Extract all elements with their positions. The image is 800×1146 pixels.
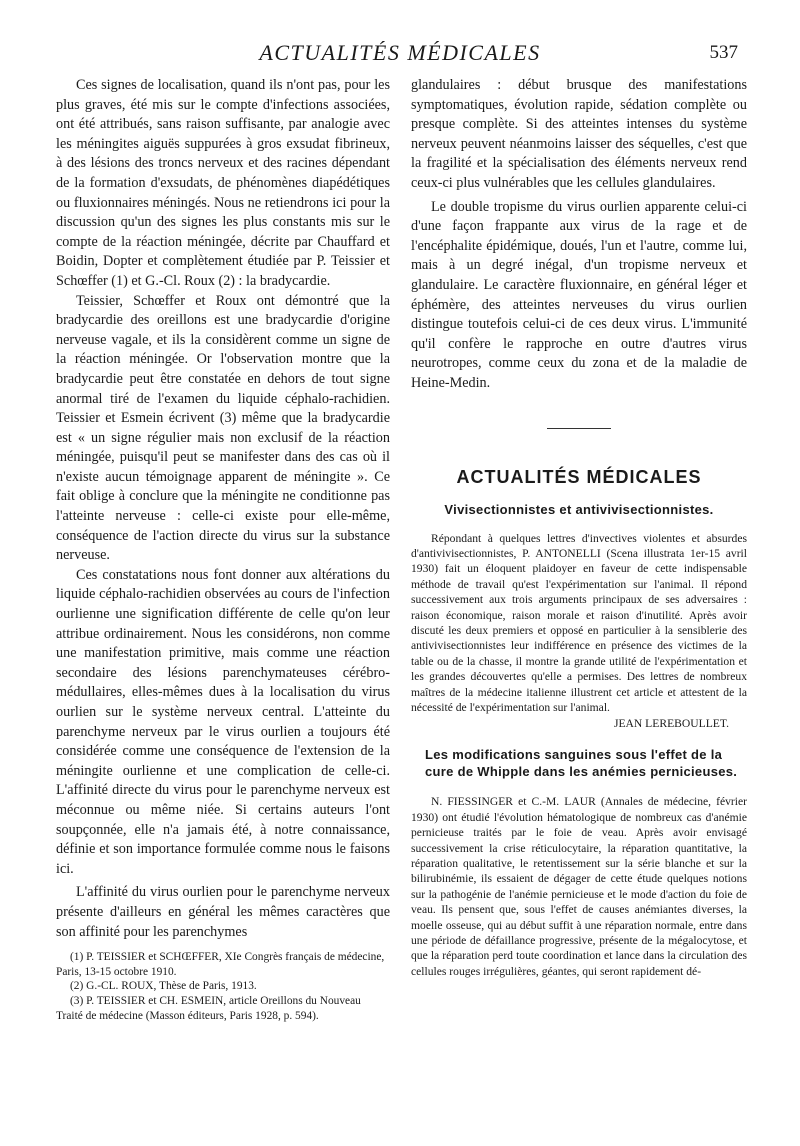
article-text: N. FIESSINGER et C.-M. LAUR (Annales de médecine, février 1930) ont étudié l'évolution hématologique de nombreux cas d'anémie pernicieuse traités par le foie de veau. Après avoir envisagé successivement la crise réticulocytaire, la réparation quantitative, la réparation qualitative, le retentissement sur la série blanche et sur la bilirubinémie, ils essaient de dégager de cette étude quelques notions sur la pathogénie de l'anémie pernicieuse et le mode d'action du foie de veau. Ils pensent que, sous l'effet de causes anémiantes diverses, la moelle osseuse, qui au début suffit à une réparation normale, entre dans une période de défaillance progressive, présente de la mégalocytose, et que la réparation perd toute coordination et lance dans la circulation des cellules rouges irrégulières, géantes, qui seront rapidement dé-	[411, 795, 747, 978]
paragraph: Teissier, Schœffer et Roux ont démontré que la bradycardie des oreillons est une bradycardie d'origine nerveuse vagale, et ils la considèrent comme un signe de la réaction méningée. Or l'observation montre que la bradycardie peut être constatée en dehors de tout signe anormal tiré de l'examen du liquide céphalo-rachidien. Teissier et Esmein écrivent (3) même que la bradycardie est « un signe régulier mais non exclusif de la réaction méningée, puisqu'il peut se manifester dans des cas où il n'existe aucun témoignage apparent de méningite ». Ce fait oblige à conclure que la méningite ne conditionne pas l'atteinte nerveuse : celle-ci existe pour elle-même, conséquence de l'action directe du virus sur la substance nerveuse.	[56, 292, 390, 564]
page-number: 537	[709, 42, 738, 63]
right-column	[411, 76, 747, 979]
footnote: (3) P. TEISSIER et CH. ESMEIN, article Oreillons du Nouveau Traité de médecine (Masson éditeurs, Paris 1928, p. 594).	[56, 994, 361, 1022]
page-header	[60, 40, 740, 68]
footnotes	[56, 950, 390, 1023]
section-title: ACTUALITÉS MÉDICALES	[456, 466, 702, 487]
paragraph: L'affinité du virus ourlien pour le parenchyme nerveux présente d'ailleurs en général les mêmes caractères que son affinité pour les parenchymes	[56, 884, 390, 940]
running-title: ACTUALITÉS MÉDICALES	[259, 40, 541, 65]
footnote: (1) P. TEISSIER et SCHŒFFER, XIe Congrès français de médecine, Paris, 13-15 octobre 1910.	[56, 951, 385, 978]
paragraph: Ces signes de localisation, quand ils n'ont pas, pour les plus graves, été mis sur le compte d'infections associées, ont été attribués, sans raison suffisante, par analogie avec les méningites aiguës suppurées à gros exsudat fibrineux, à des lésions des troncs nerveux et des racines dépendant de la formation d'exsudats, de phénomènes diapédétiques ou fluxionnaires méningés. Nous ne retiendrons ici pour la discussion qu'un des signes les plus constants mis sur le compte de la réaction méningée, décrite par Chauffard et Boidin, Dopter et complètement étudiée par P. Teissier et Schœffer (1) et G.-Cl. Roux (2) : la bradycardie.	[56, 77, 390, 289]
left-column	[56, 76, 390, 1023]
article-title: Vivisectionnistes et antivivisectionnistes.	[444, 501, 714, 517]
paragraph: Le double tropisme du virus ourlien apparente celui-ci d'une façon frappante aux virus de la rage et de l'encéphalite épidémique, doués, l'un et l'autre, comme lui, mais à un degré inégal, d'un tropisme nerveux et glandulaire. Le caractère fluxionnaire, en général léger et éphémère, des atteintes nerveuses du virus ourlien distingue toutefois celui-ci de ces deux virus. L'immunité qu'il confère le rapproche en outre d'autres virus neurotropes, comme ceux du zona et de la maladie de Heine-Medin.	[411, 198, 747, 391]
footnote: (2) G.-CL. ROUX, Thèse de Paris, 1913.	[70, 980, 257, 993]
section-divider	[547, 428, 611, 429]
article-title: Les modifications sanguines sous l'effet de la cure de Whipple dans les anémies pernicieuses.	[425, 747, 738, 780]
article-text: Répondant à quelques lettres d'invectives violentes et absurdes d'antivivisectionnistes, P. ANTONELLI (Scena illustrata 1er-15 avril 1930) fait un éloquent plaidoyer en faveur de cette indispensable méthode de travail qu'est l'expérimentation sur l'animal. Il répond successivement aux trois arguments principaux de ses adversaires : raison économique, raison morale et raison d'inutilité. Après avoir discuté les deux premiers et opposé en particulier à la sensiblerie des antivivisectionnistes leur indifférence en présence des victimes de la table ou de la chasse, il montre la grande utilité de l'expérimentation et les grandes découvertes qu'elle a permises. Des lettres de nombreux maîtres de la médecine italienne illustrent cet article et attestent de la nécessité de l'expérimentation sur l'animal.	[411, 531, 747, 714]
paragraph: glandulaires : début brusque des manifestations symptomatiques, évolution rapide, sédation complète ou presque complète. Si des atteintes intenses du système nerveux peuvent néanmoins laisser des séquelles, c'est que la fragilité et la spécialisation des éléments nerveux rend ceux-ci plus vulnérables que les cellules glandulaires.	[411, 77, 747, 191]
paragraph: Ces constatations nous font donner aux altérations du liquide céphalo-rachidien observées au cours de l'infection ourlienne une signification différente de celle qu'on leur attribue ordinairement. Nous les considérons, non comme une manifestation primitive, mais comme une réaction secondaire des lésions parenchymateuses cérébro-médullaires, elles-mêmes dues à la localisation du virus ourlien sur le système nerveux central. L'atteinte du parenchyme nerveux par le virus ourlien a toujours été considérée comme une conséquence de l'extension de la méningite ourlienne et une complication de celle-ci. L'affinité directe du virus pour le parenchyme nerveux est méconnue ou même niée. Si certains auteurs l'ont soupçonnée, elle n'a jamais été, à notre connaissance, définie et son importance formulée comme nous le faisons ici.	[56, 566, 390, 877]
author-signature: JEAN LEREBOULLET.	[613, 717, 729, 731]
